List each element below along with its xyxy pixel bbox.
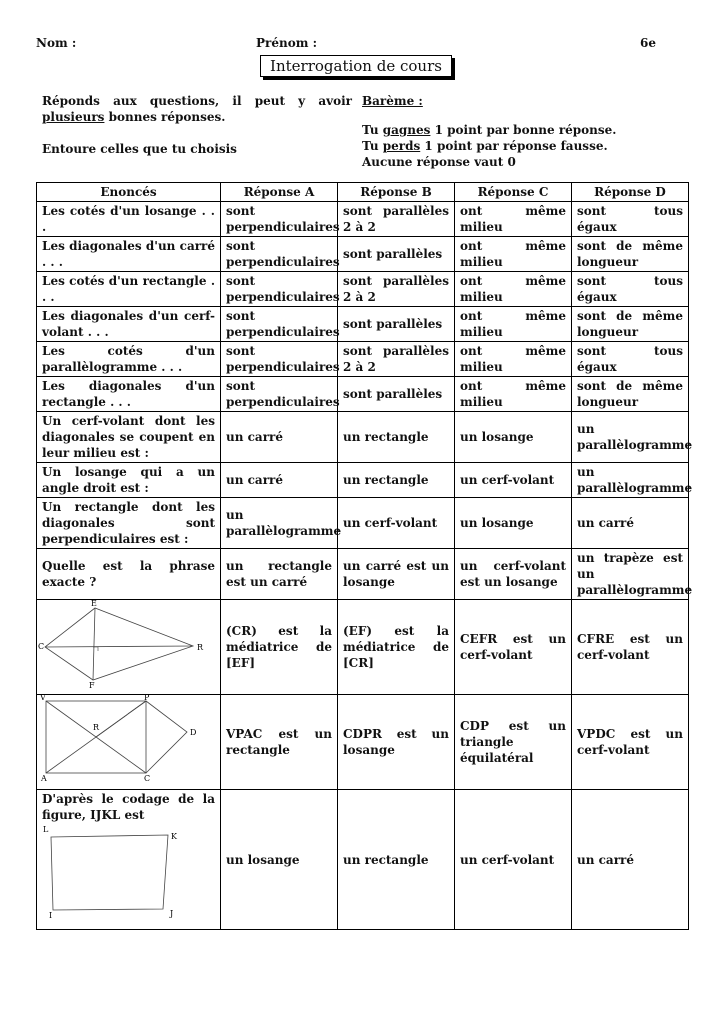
point-label: V [40, 695, 46, 702]
answer-d[interactable]: sont tous égaux [572, 202, 689, 237]
statement: Les cotés d'un parallèlogramme . . . [37, 342, 221, 377]
answer-b[interactable]: sont parallèles 2 à 2 [338, 272, 455, 307]
quiz-table [36, 182, 693, 930]
answer-d[interactable]: un parallèlogramme [572, 412, 689, 463]
kite-figure [37, 600, 221, 690]
figure-cell [37, 790, 221, 930]
nom-label: Nom : [36, 36, 77, 50]
answer-d[interactable]: sont de même longueur [572, 307, 689, 342]
table-row [37, 377, 689, 412]
bareme-block [362, 93, 692, 170]
answer-c[interactable]: ont même milieu [455, 272, 572, 307]
answer-a[interactable]: sont perpendiculaires [221, 202, 338, 237]
level-label: 6e [640, 36, 656, 50]
answer-c[interactable]: CDP est un triangle équilatéral [455, 695, 572, 790]
answer-b[interactable]: un rectangle [338, 463, 455, 498]
answer-a[interactable]: sont perpendiculaires [221, 237, 338, 272]
answer-d[interactable]: un trapèze est un parallèlogramme [572, 549, 689, 600]
table-row [37, 342, 689, 377]
answer-c[interactable]: ont même milieu [455, 237, 572, 272]
intro-line1b: bonnes réponses. [104, 110, 226, 124]
table-row [37, 695, 689, 790]
answer-d[interactable]: sont de même longueur [572, 377, 689, 412]
bareme-line2: Tu perds 1 point par réponse fausse. [362, 139, 608, 153]
bareme-line1: Tu gagnes 1 point par bonne réponse. [362, 123, 617, 137]
figure-cell [37, 600, 221, 695]
answer-c[interactable]: ont même milieu [455, 377, 572, 412]
answer-b[interactable]: un rectangle [338, 790, 455, 930]
table-row [37, 307, 689, 342]
point-label: E [91, 600, 97, 608]
answer-d[interactable]: un parallèlogramme [572, 463, 689, 498]
table-row [37, 412, 689, 463]
answer-b[interactable]: (EF) est la médiatrice de [CR] [338, 600, 455, 695]
table-row [37, 237, 689, 272]
statement: Un cerf-volant dont les diagonales se coupent en leur milieu est : [37, 412, 221, 463]
statement: Les diagonales d'un cerf-volant . . . [37, 307, 221, 342]
statement: Les diagonales d'un rectangle . . . [37, 377, 221, 412]
intro-line2: Entoure celles que tu choisis [42, 142, 237, 156]
answer-a[interactable]: (CR) est la médiatrice de [EF] [221, 600, 338, 695]
header-cell: Enoncés [37, 183, 221, 202]
answer-b[interactable]: sont parallèles 2 à 2 [338, 202, 455, 237]
answer-a[interactable]: un losange [221, 790, 338, 930]
answer-c[interactable]: ont même milieu [455, 202, 572, 237]
answer-c[interactable]: un cerf-volant [455, 790, 572, 930]
answer-b[interactable]: sont parallèles [338, 307, 455, 342]
statement: Un losange qui a un angle droit est : [37, 463, 221, 498]
table-row [37, 600, 689, 695]
answer-b[interactable]: sont parallèles [338, 237, 455, 272]
answer-b[interactable]: sont parallèles 2 à 2 [338, 342, 455, 377]
answer-b[interactable]: CDPR est un losange [338, 695, 455, 790]
answer-b[interactable]: un cerf-volant [338, 498, 455, 549]
point-label: D [190, 728, 197, 737]
intro-line1: Réponds aux questions, il peut y avoir [42, 94, 352, 108]
header-cell: Réponse D [572, 183, 689, 202]
answer-a[interactable]: un carré [221, 463, 338, 498]
answer-a[interactable]: sont perpendiculaires [221, 272, 338, 307]
point-label: C [144, 774, 151, 783]
statement: Un rectangle dont les diagonales sont perpendiculaires est : [37, 498, 221, 549]
bareme-title: Barème : [362, 94, 423, 108]
point-label: C [38, 642, 45, 651]
page-title: Interrogation de cours [260, 55, 452, 77]
answer-c[interactable]: un losange [455, 498, 572, 549]
quadrilateral-figure [37, 824, 221, 920]
answer-d[interactable]: CFRE est un cerf-volant [572, 600, 689, 695]
instructions [42, 93, 352, 157]
point-label: R [197, 643, 204, 652]
answer-a[interactable]: sont perpendiculaires [221, 307, 338, 342]
answer-d[interactable]: sont de même longueur [572, 237, 689, 272]
answer-d[interactable]: VPDC est un cerf-volant [572, 695, 689, 790]
answer-d[interactable]: un carré [572, 790, 689, 930]
point-label: K [171, 832, 177, 841]
figure-cell [37, 695, 221, 790]
intro-plusieurs: plusieurs [42, 110, 105, 124]
answer-b[interactable]: un rectangle [338, 412, 455, 463]
answer-c[interactable]: un losange [455, 412, 572, 463]
answer-c[interactable]: CEFR est un cerf-volant [455, 600, 572, 695]
statement: Les cotés d'un rectangle . . . [37, 272, 221, 307]
point-label: J [170, 909, 174, 918]
answer-b[interactable]: sont parallèles [338, 377, 455, 412]
answer-a[interactable]: un parallèlogramme [221, 498, 338, 549]
answer-c[interactable]: ont même milieu [455, 342, 572, 377]
statement: Quelle est la phrase exacte ? [37, 549, 221, 600]
table-row [37, 549, 689, 600]
prenom-label: Prénom : [256, 36, 318, 50]
point-label: A [41, 774, 47, 783]
table-header-row [37, 183, 689, 202]
point-label: L [43, 825, 49, 834]
answer-a[interactable]: sont perpendiculaires [221, 342, 338, 377]
statement: Les cotés d'un losange . . . [37, 202, 221, 237]
answer-a[interactable]: sont perpendiculaires [221, 377, 338, 412]
answer-c[interactable]: un cerf-volant [455, 463, 572, 498]
statement: Les diagonales d'un carré . . . [37, 237, 221, 272]
answer-d[interactable]: un carré [572, 498, 689, 549]
table-row [37, 463, 689, 498]
header-cell: Réponse B [338, 183, 455, 202]
point-label: F [89, 681, 95, 690]
header-cell: Réponse A [221, 183, 338, 202]
answer-a[interactable]: un rectangle est un carré [221, 549, 338, 600]
answer-d[interactable]: sont tous égaux [572, 342, 689, 377]
table-row [37, 498, 689, 549]
point-label: I [49, 911, 53, 920]
answer-c[interactable]: ont même milieu [455, 307, 572, 342]
table-row [37, 790, 689, 930]
answer-a[interactable]: un carré [221, 412, 338, 463]
fig3-question: D'après le codage de la figure, IJKL est [42, 792, 215, 822]
answer-a[interactable]: VPAC est un rectangle [221, 695, 338, 790]
point-label: P [144, 695, 150, 702]
header-cell: Réponse C [455, 183, 572, 202]
answer-d[interactable]: sont tous égaux [572, 272, 689, 307]
point-label: R [93, 723, 100, 732]
table-row [37, 272, 689, 307]
bareme-line3: Aucune réponse vaut 0 [362, 155, 516, 169]
hexagon-figure [37, 695, 221, 785]
answer-b[interactable]: un carré est un losange [338, 549, 455, 600]
table-row [37, 202, 689, 237]
answer-c[interactable]: un cerf-volant est un losange [455, 549, 572, 600]
